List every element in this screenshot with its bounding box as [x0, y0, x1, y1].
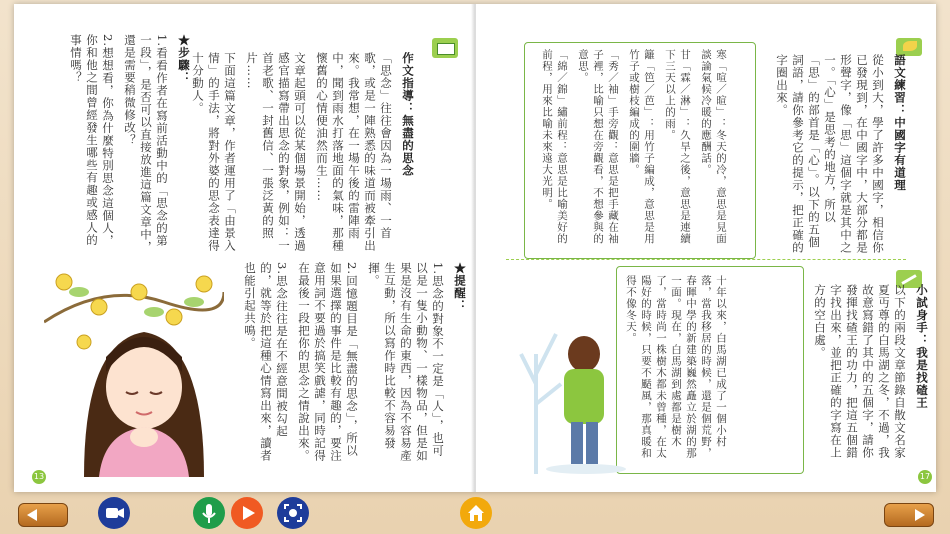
- girl-illustration: [44, 262, 224, 477]
- hints-list: [533, 49, 728, 249]
- exercise-text: [768, 54, 908, 254]
- step-2: 2.想想看，你為什麼特別思念這個人，你和他之間曾經發生哪些有趣或感人的事情嗎？: [69, 34, 115, 247]
- microphone-icon: [193, 497, 225, 529]
- play-button[interactable]: [231, 497, 263, 529]
- steps-title: ★步驟：: [177, 34, 191, 84]
- hint-item: 甘「霖／淋」：久旱之後，意思是連續下三天以上的雨。: [664, 49, 691, 245]
- hint-item: 籬「笆／芭」：用竹子編成，意思是用竹子或樹枝編成的圍牆。: [628, 49, 655, 245]
- guidance-title: 作文指導：無盡的思念: [401, 52, 415, 177]
- guidance-paragraph-1: 「思念」往往會因為一場雨、一首歌，或是一陣熟悉的味道而被牽引出來。我常想，在一場午後的雷陣雨中，聞到雨水打落地面的氣味，那種懷舊的心情便油然而生……: [315, 52, 393, 252]
- tips-title: ★提醒：: [453, 262, 467, 312]
- section-divider: [506, 259, 906, 260]
- book-spread: [14, 4, 936, 492]
- step-1: 1.看看作者在寫前活動中的「思念的第一段」，是否可以直接放進這篇文章中，還是需要稍微修改？: [123, 34, 169, 254]
- activity-box: [616, 266, 804, 474]
- left-page: [14, 4, 474, 492]
- hint-item: 「秀／袖」手旁觀：意思是把手藏在袖子裡，比喻只想在旁觀看，不想參與的意思。: [577, 49, 619, 245]
- activity-intro: 以下的兩段文章節錄自散文名家夏丏尊的白馬湖之冬，不過，我故意寫錯了其中的五個字，請你發揮找碴王的功力，把這五個錯字找出來，並把正確的字寫在上方的空白處。: [813, 284, 907, 459]
- hints-box: [524, 42, 756, 259]
- video-button[interactable]: [98, 497, 130, 529]
- right-page-number: 17: [918, 470, 932, 484]
- exercise-intro: 從小到大，學了許多中國字，相信你已發現到，在中國字中，大部分都是形聲字，像「思」這個字就是其中之一。「心」是思考的地方，所以「思」的部首是「心」。以下的五個詞語，請你參考它的提示，把正確的字圈出來。: [775, 54, 885, 254]
- record-button[interactable]: [193, 497, 225, 529]
- hint-item: 寒「喧／暄」：冬天的冷，意思是見面談論氣候冷暖的應酬話。: [700, 49, 727, 245]
- home-button[interactable]: [460, 497, 492, 529]
- guidance-text: [184, 52, 416, 252]
- guidance-paragraph-3: 下面這篇文章，作者運用了「由景入情」的手法，將對外婆的思念表達得十分動人。: [191, 52, 237, 252]
- capture-button[interactable]: [277, 497, 309, 529]
- exercise-title: 語文練習：中國字有道理: [893, 54, 907, 192]
- prev-page-button[interactable]: [18, 503, 68, 527]
- video-camera-icon: [98, 497, 130, 529]
- tips-block: [236, 262, 468, 462]
- activity-text: [806, 284, 930, 469]
- boy-illustration: [516, 274, 626, 474]
- home-icon: [460, 497, 492, 529]
- next-page-button[interactable]: [884, 503, 934, 527]
- guidance-paragraph-2: 文章起頭可以從某個場景開始，透過感官描寫帶出思念的對象，例如：一首老歌、一封舊信、一張泛黃的照片……: [245, 52, 307, 252]
- tip-1: 1.思念的對象不一定是「人」，也可以是一隻小動物、一樣物品，但是如果是沒有生命的東西，因為不容易產生互動，所以寫作時比較不容易發揮。: [367, 262, 445, 462]
- play-icon: [231, 497, 263, 529]
- activity-passage: 十年以來，白馬湖已成了一個小村落，當我移居的時候，還是個荒野，春暉中學的新建築巍然矗立於湖的那一面。現在，白馬湖到處都是樹木了，當時尚一株樹木都未曾種，在太陽好的時候，只要不颳風，那真暖和得不像冬天。: [625, 275, 727, 459]
- left-page-number: 13: [32, 470, 46, 484]
- screenshot-icon: [277, 497, 309, 529]
- tip-3: 3.思念往往是在不經意間被勾起的，就等於把這種心情寫出來，讀者也能引起共鳴。: [243, 262, 289, 462]
- steps-block: [62, 34, 192, 254]
- activity-title: 小試身手：我是找碴王: [915, 284, 929, 409]
- tip-2: 2.回憶題目是「無盡的思念」，所以如果選擇的事件是比較有趣的，要注意用詞不要過於搞笑戲謔，同時記得在最後一段把你的思念之情說出來。: [297, 262, 359, 462]
- book-icon: [432, 38, 458, 58]
- hint-item: 「綿／錦」繡前程：意思是比喻美好的前程，用來比喻未來遠大光明。: [541, 49, 568, 245]
- right-page: [476, 4, 936, 492]
